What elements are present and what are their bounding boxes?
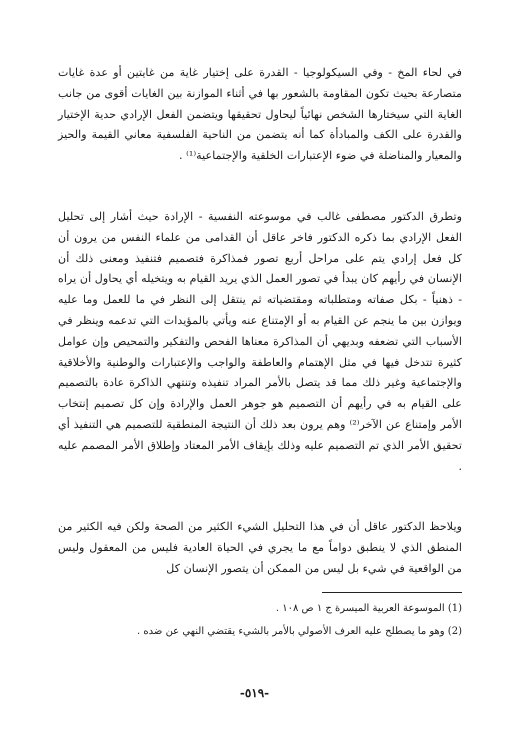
body-paragraph: في لحاء المخ - وفي السيكولوجيا - القدرة على إختيار غاية من غايتين أو عدة غايات متصارعة بحيث تكون المقاومة بالشعور بها في أثناء الموازنة بين الغايات أقوى من جانب الغاية التي سيختارها الشخص نهائياً ليحاول تحقيقها ويتضمن الفعل الإرادي حدية الإختيار والقدرة على الكف والمبادأة كما أنه يتضمن من الناحية الفلسفية معاني القيمة والحيز والمعيار والمناضلة في ضوء الإعتبارات الخلقية والإجتماعية⁽¹⁾ .: [58, 66, 462, 163]
footnote: (2) وهو ما يصطلح عليه العرف الأصولي بالأمر بالشيء يقتضي النهي عن ضده .: [137, 626, 462, 637]
body-paragraph: ويلاحظ الدكتور عاقل أن في هذا التحليل الشيء الكثير من الصحة ولكن فيه الكثير من المنطق الذي لا ينطبق دواماً مع ما يجري في الحياة العادية فليس من المعقول وليس من الواقعية في شيء بل ليس من الممكن أن يتصور الإنسان كل: [58, 520, 462, 575]
page-number: -٥١٩-: [239, 686, 270, 700]
footnote: (1) الموسوعة العربية الميسرة ج ١ ص ١٠٨ .: [275, 603, 462, 614]
footnote-divider: [322, 592, 462, 593]
body-paragraph: وتطرق الدكتور مصطفى غالب في موسوعته النفسية - الإرادة حيث أشار إلى تحليل الفعل الإرادي بما ذكره الدكتور فاخر عاقل أن القدامى من علماء النفس من يرون أن كل فعل إرادي يتم على مراحل أربع تصور فمذاكرة فتصميم فتنفيذ ومعنى ذلك أن الإنسان في رأيهم كان يبدأ في تصور العمل الذي يريد القيام به ويتخيله أي يحاول أن يراه - ذهنياً - بكل صفاته ومتطلباته ومقتضياته ثم ينتقل إلى النظر في ما للعمل وما عليه ويوازن بين ما ينجم عن القيام به أو الإمتناع عنه ويأتي بالمؤيدات التي تدعمه وينظر في الأسباب التي تضعفه وبديهي أن المذاكرة معناها الفحص والتفكير والتمحيص وإن عوامل كثيرة تتدخل فيها في مثل الإهتمام والعاطفة والواجب والإعتبارات والوطنية والأخلاقية والإجتماعية وغير ذلك مما قد يتصل بالأمر المراد تنفيذه وتنتهي الذاكرة عادة بالتصميم على القيام به في رأيهم أن التصميم هو جوهر العمل والإرادة وإن كل تصميم إنتخاب الأمر وإمتناع عن الآخر⁽²⁾ وهم يرون بعد ذلك أن النتيجة المنطقية للتصميم هي التنفيذ أي تحقيق الأمر الذي تم التصميم عليه وذلك بإيقاف الأمر المعتاد وإطلاق الأمر المصمم عليه .: [58, 210, 462, 473]
